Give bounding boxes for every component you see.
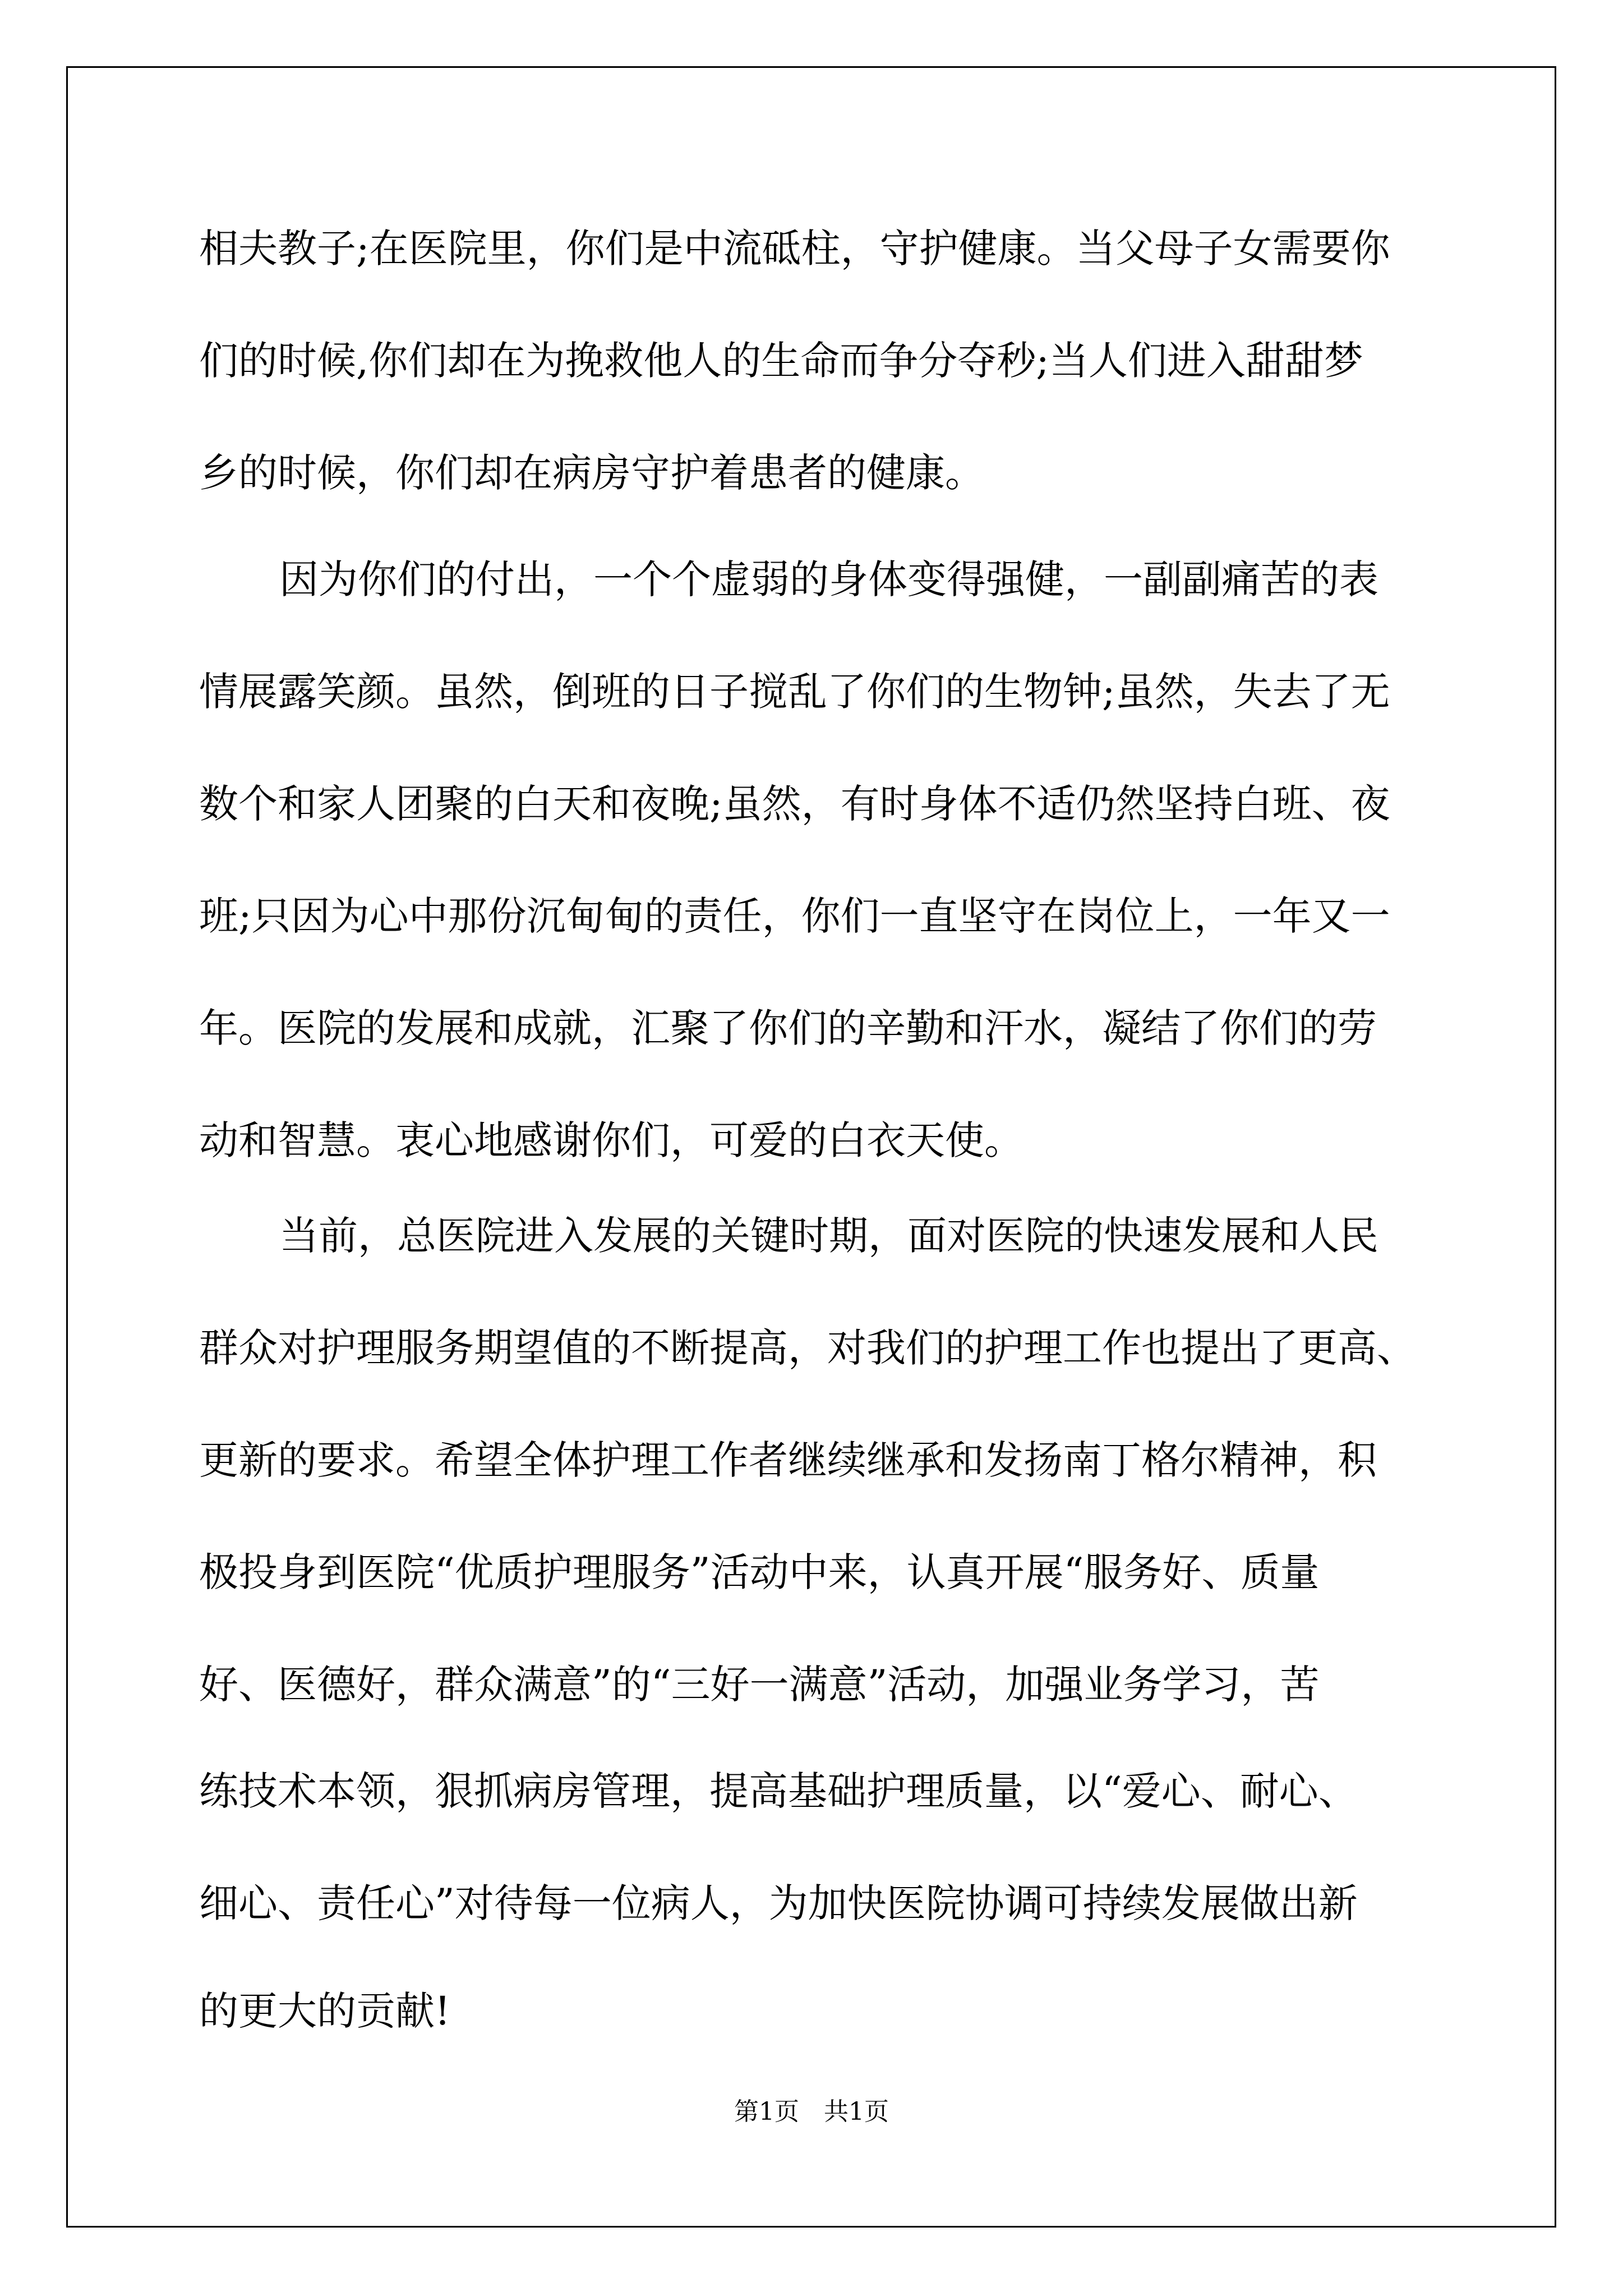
text-line: 更新的要求。希望全体护理工作者继续继承和发扬南丁格尔精神，积 — [199, 1437, 1377, 1483]
text-line: 数个和家人团聚的白天和夜晚;虽然，有时身体不适仍然坚持白班、夜 — [199, 781, 1390, 827]
text-line: 细心、责任心”对待每一位病人，为加快医院协调可持续发展做出新 — [199, 1880, 1358, 1926]
text-line: 极投身到医院“优质护理服务”活动中来，认真开展“服务好、质量 — [199, 1549, 1320, 1595]
text-line: 动和智慧。衷心地感谢你们，可爱的白衣天使。 — [199, 1117, 1023, 1163]
text-line: 群众对护理服务期望值的不断提高，对我们的护理工作也提出了更高、 — [199, 1325, 1416, 1371]
paragraph-first-line: 因为你们的付出，一个个虚弱的身体变得强健，一副副痛苦的表 — [279, 556, 1378, 602]
paragraph-first-line: 当前，总医院进入发展的关键时期，面对医院的快速发展和人民 — [279, 1213, 1378, 1259]
text-line: 的更大的贡献! — [199, 1988, 451, 2034]
text-line: 们的时候,你们却在为挽救他人的生命而争分夺秒;当人们进入甜甜梦 — [199, 338, 1363, 384]
text-line: 班;只因为心中那份沉甸甸的责任，你们一直坚守在岗位上，一年又一 — [199, 893, 1390, 939]
text-line: 乡的时候，你们却在病房守护着患者的健康。 — [199, 450, 984, 496]
text-line: 相夫教子;在医院里，你们是中流砥柱，守护健康。当父母子女需要你 — [199, 226, 1390, 272]
text-line: 好、医德好，群众满意”的“三好一满意”活动，加强业务学习，苦 — [199, 1662, 1320, 1708]
text-line: 年。医院的发展和成就，汇聚了你们的辛勤和汗水，凝结了你们的劳 — [199, 1005, 1377, 1051]
text-line: 练技术本领，狠抓病房管理，提高基础护理质量，以“爱心、耐心、 — [199, 1768, 1358, 1814]
page-footer: 第1页 共1页 — [734, 2097, 889, 2126]
text-line: 情展露笑颜。虽然，倒班的日子搅乱了你们的生物钟;虽然，失去了无 — [199, 669, 1390, 715]
